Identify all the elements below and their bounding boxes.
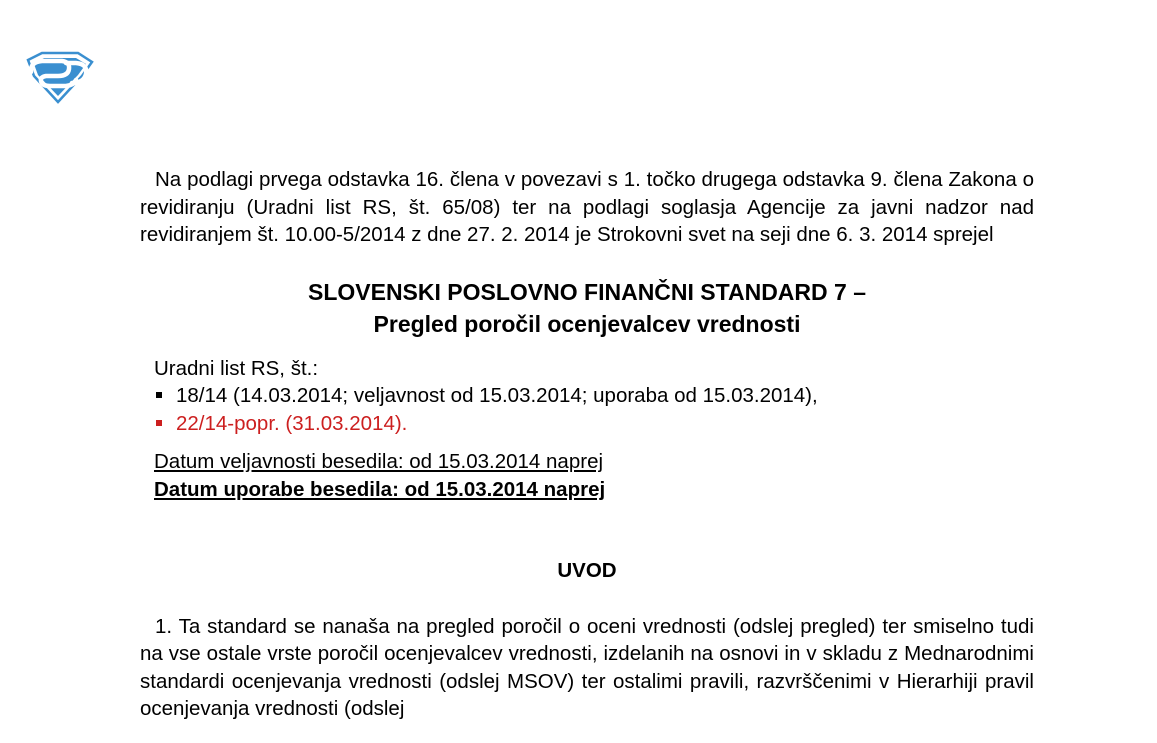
square-bullet-icon	[156, 392, 162, 398]
gazette-item-text: 18/14 (14.03.2014; veljavnost od 15.03.2014; uporaba od 15.03.2014),	[176, 384, 818, 407]
text-dates	[154, 448, 1034, 503]
title-line-2: Pregled poročil ocenjevalcev vrednosti	[373, 310, 801, 337]
intro-paragraph: Na podlagi prvega odstavka 16. člena v povezavi s 1. točko drugega odstavka 9. člena Zakona o revidiranju (Uradni list RS, št. 65/08) ter na podlagi soglasja Agencije za javni nadzor nad revidiranjem št. 10.00-5/2014 z dne 27. 2. 2014 je Strokovni svet na seji dne 6. 3. 2014 sprejel	[140, 168, 1034, 246]
title-line-1: SLOVENSKI POSLOVNO FINANČNI STANDARD 7 –	[307, 278, 867, 305]
gazette-item	[154, 382, 1034, 410]
document-body	[140, 166, 1034, 723]
usage-date: Datum uporabe besedila: od 15.03.2014 naprej	[154, 477, 606, 501]
gazette-references	[154, 355, 1034, 438]
paragraph-1: 1. Ta standard se nanaša na pregled poročil o oceni vrednosti (odslej pregled) ter smiselno tudi na vse ostale vrste poročil ocenjevalcev vrednosti, izdelanih na osnovi in v skladu z Mednarodnimi standardi ocenjevanja vrednosti (odslej MSOV) ter ostalimi pravili, razvrščenimi v Hierarhiji pravil ocenjevanja vrednosti (odslej	[140, 614, 1034, 720]
document-title	[140, 276, 1034, 340]
validity-date: Datum veljavnosti besedila: od 15.03.2014 naprej	[154, 450, 604, 473]
section-heading: UVOD	[557, 559, 617, 582]
gazette-label: Uradni list RS, št.:	[154, 356, 319, 380]
gazette-item-correction	[154, 410, 1034, 438]
gazette-list	[154, 382, 1034, 437]
square-bullet-icon	[156, 420, 162, 426]
sd-logo-icon	[22, 50, 96, 104]
gazette-item-text: 22/14-popr. (31.03.2014).	[176, 411, 408, 435]
